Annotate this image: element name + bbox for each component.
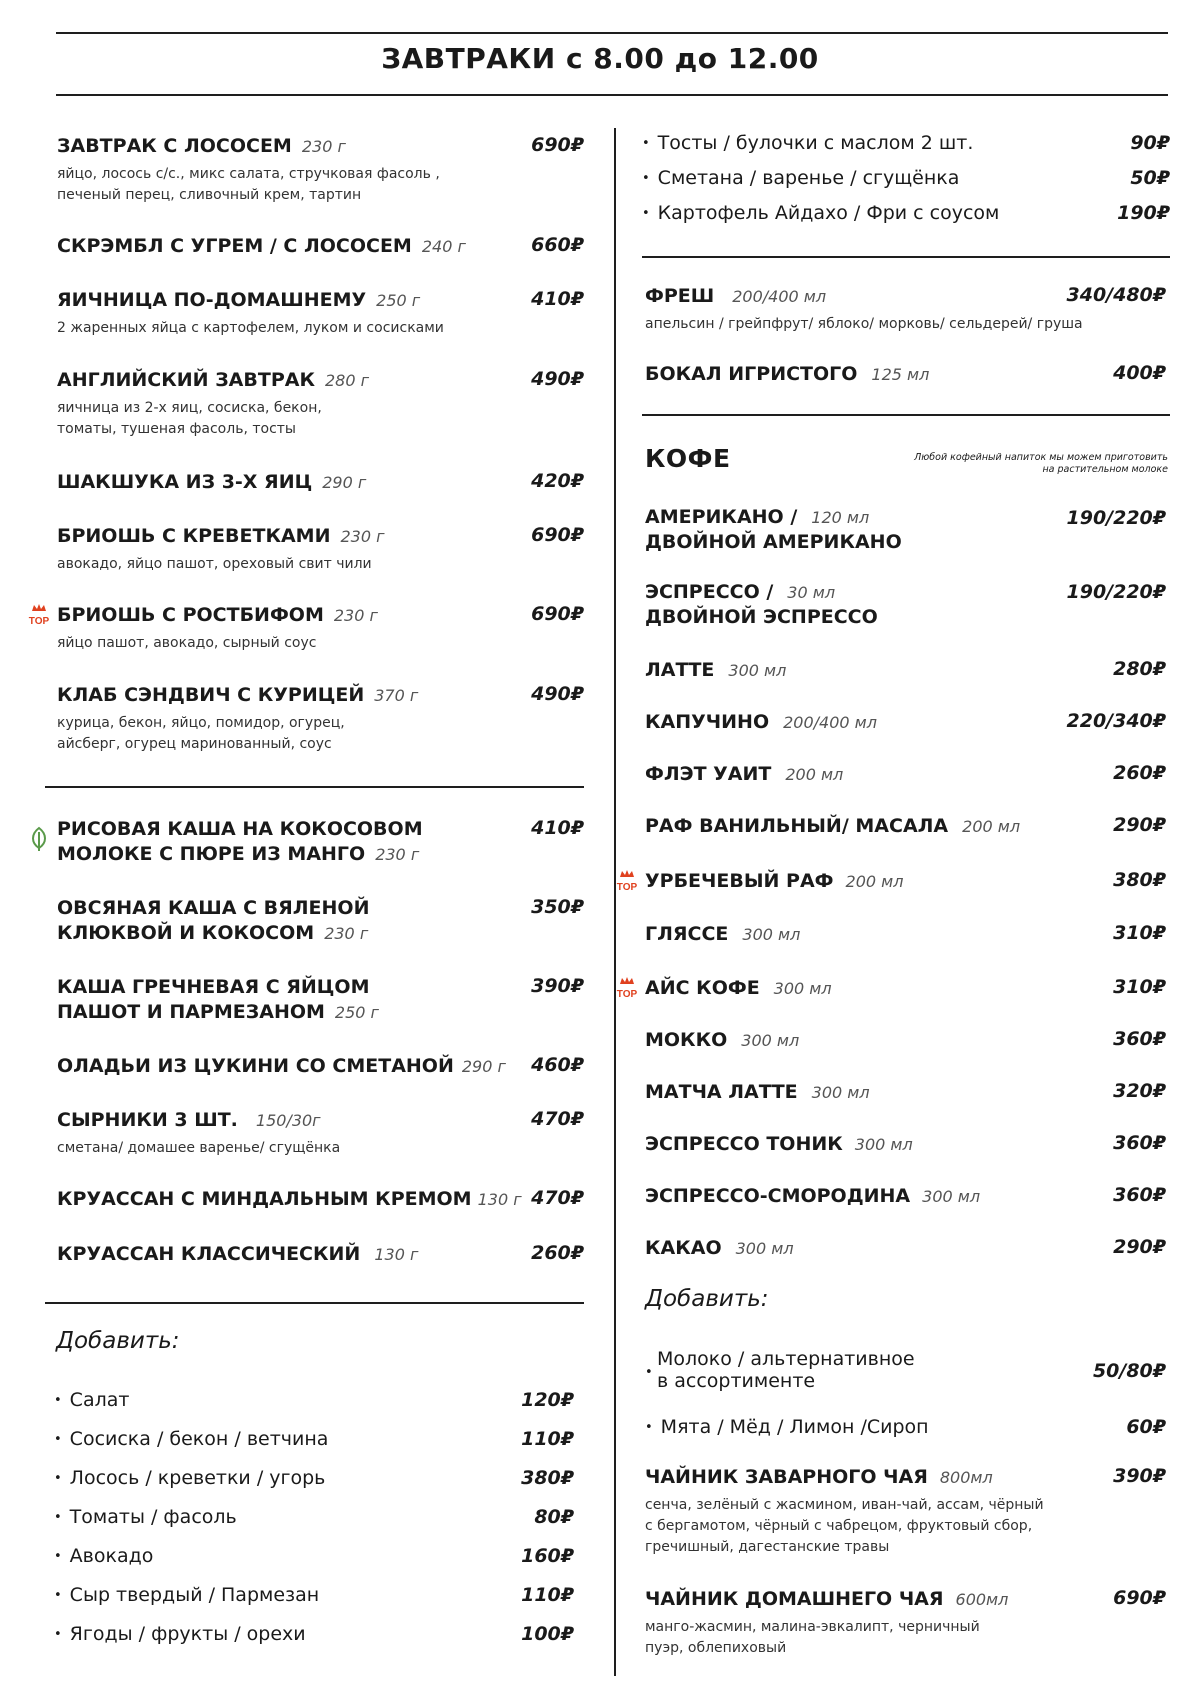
menu-item bbox=[57, 234, 466, 259]
coffee-note-line: на растительном молоке bbox=[1042, 464, 1168, 475]
item-name: БОКАЛ ИГРИСТОГО bbox=[645, 363, 858, 385]
addon-item: • Мята / Мёд / Лимон /Сироп bbox=[645, 1416, 929, 1438]
item-price: 190/220₽ bbox=[1066, 581, 1166, 603]
addon-name: Томаты / фасоль bbox=[69, 1506, 237, 1528]
extra-price: 50₽ bbox=[1130, 167, 1170, 189]
addon-name: Салат bbox=[69, 1389, 130, 1411]
extra-name: Картофель Айдахо / Фри с соусом bbox=[657, 202, 1000, 224]
item-price: 350₽ bbox=[531, 896, 584, 918]
menu-item bbox=[645, 1080, 870, 1105]
addon-price: 160₽ bbox=[521, 1545, 574, 1567]
item-name: ОВСЯНАЯ КАША С ВЯЛЕНОЙ bbox=[57, 897, 370, 919]
item-price: 400₽ bbox=[1113, 362, 1166, 384]
item-name: СКРЭМБЛ С УГРЕМ / С ЛОСОСЕМ bbox=[57, 235, 412, 257]
item-name: КАКАО bbox=[645, 1237, 722, 1259]
addon-name: Авокадо bbox=[69, 1545, 154, 1567]
item-name: БРИОШЬ С КРЕВЕТКАМИ bbox=[57, 525, 331, 547]
item-description: авокадо, яйцо пашот, ореховый свит чили bbox=[57, 556, 372, 572]
header-top-rule bbox=[56, 32, 1168, 34]
addon-item: • Ягоды / фрукты / орехи bbox=[54, 1623, 306, 1645]
item-weight: 300 мл bbox=[742, 925, 801, 944]
item-description: гречишный, дагестанские травы bbox=[645, 1539, 890, 1555]
item-weight: 230 г bbox=[301, 137, 346, 156]
header-bottom-rule bbox=[56, 94, 1168, 96]
item-price: 290₽ bbox=[1113, 1236, 1166, 1258]
section-divider bbox=[642, 414, 1170, 416]
item-weight: 150/30г bbox=[255, 1111, 321, 1130]
item-name: ЧАЙНИК ДОМАШНЕГО ЧАЯ bbox=[645, 1588, 944, 1610]
menu-item bbox=[57, 134, 440, 206]
section-divider bbox=[45, 786, 584, 788]
item-description: с бергамотом, чёрный с чабрецом, фруктовый сбор, bbox=[645, 1518, 1033, 1534]
addon-name: Молоко / альтернативное bbox=[657, 1348, 915, 1370]
item-name: РИСОВАЯ КАША НА КОКОСОВОМ bbox=[57, 818, 423, 840]
addon-name: Лосось / креветки / угорь bbox=[69, 1467, 326, 1489]
coffee-heading: КОФЕ bbox=[645, 444, 731, 473]
item-name: ЭСПРЕССО / bbox=[645, 581, 774, 603]
item-weight: 300 мл bbox=[811, 1083, 870, 1102]
item-name: ЛАТТЕ bbox=[645, 659, 715, 681]
addon-price: 50/80₽ bbox=[1092, 1360, 1166, 1382]
item-name: ШАКШУКА ИЗ 3-Х ЯИЦ bbox=[57, 471, 313, 493]
menu-item bbox=[57, 470, 366, 495]
item-price: 360₽ bbox=[1113, 1184, 1166, 1206]
item-price: 360₽ bbox=[1113, 1028, 1166, 1050]
item-name: ГЛЯССЕ bbox=[645, 923, 729, 945]
item-weight: 280 г bbox=[325, 371, 370, 390]
menu-item bbox=[645, 1236, 794, 1261]
item-name: КЛАБ СЭНДВИЧ С КУРИЦЕЙ bbox=[57, 684, 365, 706]
addon-price: 110₽ bbox=[521, 1584, 574, 1606]
item-price: 260₽ bbox=[1113, 762, 1166, 784]
section-divider bbox=[45, 1302, 584, 1304]
item-price: 220/340₽ bbox=[1066, 710, 1166, 732]
item-name: СЫРНИКИ 3 ШТ. bbox=[57, 1109, 238, 1131]
extra-name: Сметана / варенье / сгущёнка bbox=[657, 167, 960, 189]
menu-item bbox=[645, 710, 877, 735]
addon-item: • Молоко / альтернативное в ассортименте bbox=[645, 1348, 915, 1392]
addon-item: • Салат bbox=[54, 1389, 130, 1411]
item-weight: 800мл bbox=[939, 1468, 993, 1487]
extra-price: 90₽ bbox=[1130, 132, 1170, 154]
addon-item: • Авокадо bbox=[54, 1545, 154, 1567]
menu-item bbox=[645, 1587, 1008, 1659]
extra-price: 190₽ bbox=[1117, 202, 1170, 224]
item-weight: 200/400 мл bbox=[732, 287, 827, 306]
addon-price: 80₽ bbox=[534, 1506, 574, 1528]
item-name: МОЛОКЕ С ПЮРЕ ИЗ МАНГО bbox=[57, 843, 366, 865]
extra-item: • Тосты / булочки с маслом 2 шт. bbox=[642, 132, 974, 154]
menu-item bbox=[645, 505, 902, 555]
item-price: 460₽ bbox=[531, 1054, 584, 1076]
item-name: АЙС КОФЕ bbox=[645, 977, 760, 999]
item-price: 410₽ bbox=[531, 817, 584, 839]
item-name: УРБЕЧЕВЫЙ РАФ bbox=[645, 870, 834, 892]
menu-item bbox=[57, 1108, 340, 1159]
item-name: КРУАССАН КЛАССИЧЕСКИЙ bbox=[57, 1243, 361, 1265]
item-name: ФЛЭТ УАИТ bbox=[645, 763, 772, 785]
item-name: МАТЧА ЛАТТЕ bbox=[645, 1081, 798, 1103]
top-badge-label: TOP bbox=[28, 616, 50, 626]
menu-item bbox=[645, 284, 1083, 335]
item-name: ОЛАДЬИ ИЗ ЦУКИНИ СО СМЕТАНОЙ bbox=[57, 1055, 454, 1077]
item-weight: 230 г bbox=[375, 845, 420, 864]
item-price: 260₽ bbox=[531, 1242, 584, 1264]
item-description: апельсин / грейпфрут/ яблоко/ морковь/ сельдерей/ груша bbox=[645, 316, 1083, 332]
menu-item bbox=[57, 368, 369, 440]
item-name: АМЕРИКАНО / bbox=[645, 506, 798, 528]
menu-item bbox=[57, 288, 444, 339]
menu-item bbox=[645, 976, 832, 1001]
item-name: ФРЕШ bbox=[645, 285, 715, 307]
item-name: АНГЛИЙСКИЙ ЗАВТРАК bbox=[57, 369, 315, 391]
item-weight: 30 мл bbox=[787, 583, 836, 602]
addon-price: 120₽ bbox=[521, 1389, 574, 1411]
item-description: сенча, зелёный с жасмином, иван-чай, ассам, чёрный bbox=[645, 1497, 1044, 1513]
item-weight: 130 г bbox=[374, 1245, 419, 1264]
item-weight: 200 мл bbox=[845, 872, 904, 891]
item-name: ПАШОТ И ПАРМЕЗАНОМ bbox=[57, 1001, 325, 1023]
item-weight: 230 г bbox=[340, 527, 385, 546]
item-price: 190/220₽ bbox=[1066, 507, 1166, 529]
addon-item: • Сыр твердый / Пармезан bbox=[54, 1584, 320, 1606]
item-description: печеный перец, сливочный крем, тартин bbox=[57, 187, 362, 203]
item-price: 690₽ bbox=[531, 603, 584, 625]
item-price: 280₽ bbox=[1113, 658, 1166, 680]
item-price: 690₽ bbox=[531, 134, 584, 156]
item-weight: 250 г bbox=[334, 1003, 379, 1022]
addon-name: Ягоды / фрукты / орехи bbox=[69, 1623, 306, 1645]
item-name: КЛЮКВОЙ И КОКОСОМ bbox=[57, 922, 315, 944]
leaf-icon bbox=[28, 826, 50, 852]
menu-item bbox=[645, 814, 1020, 839]
menu-item bbox=[645, 1132, 913, 1157]
item-name: РАФ ВАНИЛЬНЫЙ/ МАСАЛА bbox=[645, 815, 949, 837]
add-heading: Добавить: bbox=[645, 1286, 769, 1312]
item-price: 310₽ bbox=[1113, 976, 1166, 998]
item-weight: 120 мл bbox=[811, 508, 870, 527]
coffee-note-line: Любой кофейный напиток мы можем приготовить bbox=[914, 452, 1168, 463]
menu-item bbox=[645, 580, 878, 630]
item-weight: 240 г bbox=[421, 237, 466, 256]
top-badge-label: TOP bbox=[616, 989, 638, 999]
item-name: ЭСПРЕССО-СМОРОДИНА bbox=[645, 1185, 911, 1207]
item-price: 340/480₽ bbox=[1066, 284, 1166, 306]
item-price: 410₽ bbox=[531, 288, 584, 310]
item-weight: 250 г bbox=[376, 291, 421, 310]
item-weight: 125 мл bbox=[871, 365, 930, 384]
item-name: ДВОЙНОЙ АМЕРИКАНО bbox=[645, 531, 902, 553]
addon-name: Сыр твердый / Пармезан bbox=[69, 1584, 320, 1606]
item-price: 290₽ bbox=[1113, 814, 1166, 836]
coffee-note bbox=[898, 452, 1168, 476]
item-description: пуэр, облепиховый bbox=[645, 1640, 787, 1656]
item-weight: 200 мл bbox=[785, 765, 844, 784]
item-price: 360₽ bbox=[1113, 1132, 1166, 1154]
item-weight: 300 мл bbox=[922, 1187, 981, 1206]
item-weight: 230 г bbox=[324, 924, 369, 943]
item-price: 310₽ bbox=[1113, 922, 1166, 944]
menu-item bbox=[57, 1054, 506, 1079]
top-badge-icon bbox=[612, 975, 642, 999]
addon-item: • Сосиска / бекон / ветчина bbox=[54, 1428, 329, 1450]
addon-name: Мята / Мёд / Лимон /Сироп bbox=[660, 1416, 929, 1438]
item-price: 390₽ bbox=[1113, 1465, 1166, 1487]
item-name: ДВОЙНОЙ ЭСПРЕССО bbox=[645, 606, 878, 628]
item-price: 390₽ bbox=[531, 975, 584, 997]
item-description: 2 жаренных яйца с картофелем, луком и сосисками bbox=[57, 320, 444, 336]
addon-name: Сосиска / бекон / ветчина bbox=[69, 1428, 329, 1450]
item-price: 490₽ bbox=[531, 683, 584, 705]
item-price: 320₽ bbox=[1113, 1080, 1166, 1102]
item-name: БРИОШЬ С РОСТБИФОМ bbox=[57, 604, 324, 626]
page-title: ЗАВТРАКИ с 8.00 до 12.00 bbox=[381, 42, 819, 75]
addon-price: 100₽ bbox=[521, 1623, 574, 1645]
addon-name: в ассортименте bbox=[657, 1370, 816, 1392]
item-name: ЗАВТРАК С ЛОСОСЕМ bbox=[57, 135, 292, 157]
item-description: томаты, тушеная фасоль, тосты bbox=[57, 421, 296, 437]
item-weight: 300 мл bbox=[773, 979, 832, 998]
addon-price: 110₽ bbox=[521, 1428, 574, 1450]
menu-item bbox=[57, 603, 378, 654]
menu-item bbox=[57, 1242, 418, 1267]
item-weight: 300 мл bbox=[741, 1031, 800, 1050]
item-price: 380₽ bbox=[1113, 869, 1166, 891]
menu-item bbox=[645, 1184, 980, 1209]
item-price: 690₽ bbox=[531, 524, 584, 546]
item-description: айсберг, огурец маринованный, соус bbox=[57, 736, 332, 752]
addon-item: • Томаты / фасоль bbox=[54, 1506, 237, 1528]
item-price: 470₽ bbox=[531, 1108, 584, 1130]
item-weight: 290 г bbox=[461, 1057, 506, 1076]
menu-item bbox=[645, 762, 843, 787]
item-description: манго-жасмин, малина-эвкалипт, черничный bbox=[645, 1619, 980, 1635]
menu-item bbox=[57, 683, 418, 755]
item-weight: 200/400 мл bbox=[783, 713, 877, 732]
extra-name: Тосты / булочки с маслом 2 шт. bbox=[657, 132, 974, 154]
menu-item bbox=[645, 658, 786, 683]
addon-price: 380₽ bbox=[521, 1467, 574, 1489]
item-name: ЯИЧНИЦА ПО-ДОМАШНЕМУ bbox=[57, 289, 367, 311]
item-name: КАША ГРЕЧНЕВАЯ С ЯЙЦОМ bbox=[57, 976, 370, 998]
menu-item bbox=[645, 362, 929, 387]
item-weight: 230 г bbox=[333, 606, 378, 625]
item-description: курица, бекон, яйцо, помидор, огурец, bbox=[57, 715, 345, 731]
item-weight: 370 г bbox=[374, 686, 419, 705]
item-weight: 600мл bbox=[955, 1590, 1009, 1609]
section-divider bbox=[642, 256, 1170, 258]
item-name: КАПУЧИНО bbox=[645, 711, 770, 733]
item-name: ЭСПРЕССО ТОНИК bbox=[645, 1133, 843, 1155]
item-description: яйцо, лосось с/с., микс салата, стручковая фасоль , bbox=[57, 166, 440, 182]
top-badge-icon bbox=[612, 868, 642, 892]
item-name: МОККО bbox=[645, 1029, 728, 1051]
add-heading: Добавить: bbox=[56, 1328, 180, 1354]
item-weight: 300 мл bbox=[854, 1135, 913, 1154]
menu-item bbox=[57, 1187, 522, 1212]
item-price: 690₽ bbox=[1113, 1587, 1166, 1609]
item-weight: 300 мл bbox=[728, 661, 787, 680]
top-badge-icon bbox=[24, 602, 54, 626]
top-badge-label: TOP bbox=[616, 882, 638, 892]
extra-item: • Картофель Айдахо / Фри с соусом bbox=[642, 202, 1000, 224]
item-price: 420₽ bbox=[531, 470, 584, 492]
menu-item bbox=[645, 922, 800, 947]
item-description: яичница из 2-х яиц, сосиска, бекон, bbox=[57, 400, 322, 416]
item-weight: 290 г bbox=[322, 473, 367, 492]
item-weight: 130 г bbox=[477, 1190, 522, 1209]
addon-item: • Лосось / креветки / угорь bbox=[54, 1467, 326, 1489]
item-weight: 300 мл bbox=[735, 1239, 794, 1258]
extra-item: • Сметана / варенье / сгущёнка bbox=[642, 167, 960, 189]
item-description: яйцо пашот, авокадо, сырный соус bbox=[57, 635, 317, 651]
menu-item bbox=[57, 975, 379, 1025]
item-price: 470₽ bbox=[531, 1187, 584, 1209]
item-price: 660₽ bbox=[531, 234, 584, 256]
addon-price: 60₽ bbox=[1126, 1416, 1166, 1438]
item-description: сметана/ домашее варенье/ сгущёнка bbox=[57, 1140, 341, 1156]
item-name: ЧАЙНИК ЗАВАРНОГО ЧАЯ bbox=[645, 1466, 928, 1488]
menu-item bbox=[57, 817, 423, 867]
column-divider bbox=[614, 128, 616, 1676]
item-weight: 200 мл bbox=[962, 817, 1021, 836]
menu-item bbox=[57, 896, 369, 946]
menu-item bbox=[645, 869, 903, 894]
item-price: 490₽ bbox=[531, 368, 584, 390]
item-name: КРУАССАН С МИНДАЛЬНЫМ КРЕМОМ bbox=[57, 1188, 472, 1210]
menu-item bbox=[645, 1028, 799, 1053]
menu-item bbox=[57, 524, 385, 575]
menu-item bbox=[645, 1465, 1044, 1558]
